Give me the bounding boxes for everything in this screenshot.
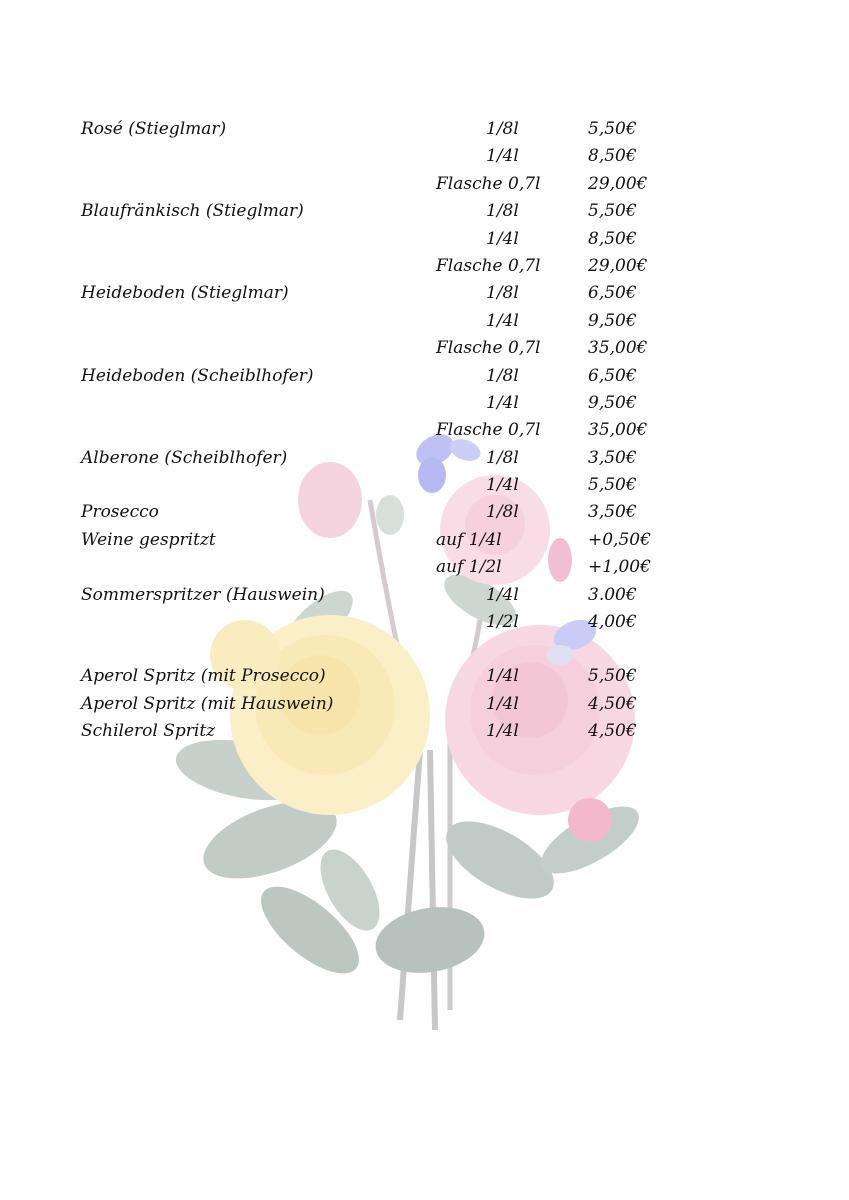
item-size: 1/2l — [486, 612, 519, 633]
item-name: Aperol Spritz (mit Hauswein) — [81, 693, 334, 714]
item-size: 1/4l — [486, 666, 519, 687]
item-size: 1/8l — [486, 201, 519, 222]
item-size: 1/4l — [486, 721, 519, 742]
item-name: Prosecco — [81, 502, 159, 523]
item-size: 1/8l — [486, 502, 519, 523]
menu-row — [0, 472, 849, 499]
item-price: 5,50€ — [588, 201, 637, 222]
item-price: 4,00€ — [588, 612, 637, 633]
item-name: Weine gespritzt — [81, 529, 216, 550]
item-name: Heideboden (Stieglmar) — [81, 283, 289, 304]
item-price: 9,50€ — [588, 310, 637, 331]
menu-row — [0, 609, 849, 636]
item-size: 1/8l — [486, 283, 519, 304]
item-size: 1/4l — [486, 392, 519, 413]
menu-row — [0, 171, 849, 198]
item-size: Flasche 0,7l — [436, 173, 541, 194]
item-price: 5,50€ — [588, 666, 637, 687]
item-price: 4,50€ — [588, 721, 637, 742]
menu-row — [0, 198, 849, 225]
item-price: 6,50€ — [588, 283, 637, 304]
menu-row — [0, 499, 849, 526]
item-price: +1,00€ — [588, 557, 651, 578]
item-name: Blaufränkisch (Stieglmar) — [81, 201, 304, 222]
item-name: Sommerspritzer (Hauswein) — [81, 584, 325, 605]
item-price: 29,00€ — [588, 173, 648, 194]
item-price: 4,50€ — [588, 693, 637, 714]
item-size: 1/4l — [486, 228, 519, 249]
menu-row — [0, 226, 849, 253]
menu-row — [0, 417, 849, 444]
menu-row — [0, 390, 849, 417]
item-name: Heideboden (Scheiblhofer) — [81, 365, 314, 386]
menu-row — [0, 527, 849, 554]
item-name: Alberone (Scheiblhofer) — [81, 447, 288, 468]
item-price: 3.00€ — [588, 584, 637, 605]
item-size: Flasche 0,7l — [436, 420, 541, 441]
item-size: 1/8l — [486, 447, 519, 468]
item-size: 1/4l — [486, 584, 519, 605]
item-price: 3,50€ — [588, 502, 637, 523]
menu-row — [0, 718, 849, 745]
item-size: auf 1/2l — [436, 557, 502, 578]
wine-menu — [0, 116, 849, 746]
item-name: Schilerol Spritz — [81, 721, 216, 742]
item-size: 1/8l — [486, 119, 519, 139]
menu-row — [0, 335, 849, 362]
item-price: 3,50€ — [588, 447, 637, 468]
menu-row — [0, 280, 849, 307]
item-size: 1/4l — [486, 310, 519, 331]
item-size: Flasche 0,7l — [436, 338, 541, 359]
item-size: 1/4l — [486, 146, 519, 167]
menu-row — [0, 116, 849, 143]
item-name: Aperol Spritz (mit Prosecco) — [81, 666, 326, 687]
menu-row — [0, 582, 849, 609]
menu-row — [0, 363, 849, 390]
menu-row — [0, 308, 849, 335]
item-price: 5,50€ — [588, 475, 637, 496]
item-price: 29,00€ — [588, 255, 648, 276]
item-price: 9,50€ — [588, 392, 637, 413]
item-price: 35,00€ — [588, 420, 648, 441]
menu-row — [0, 663, 849, 690]
item-size: 1/4l — [486, 475, 519, 496]
item-price: 8,50€ — [588, 228, 637, 249]
menu-row — [0, 554, 849, 581]
item-size: 1/8l — [486, 365, 519, 386]
item-price: +0,50€ — [588, 529, 651, 550]
item-price: 35,00€ — [588, 338, 648, 359]
item-size: auf 1/4l — [436, 529, 502, 550]
menu-row — [0, 143, 849, 170]
menu-row — [0, 253, 849, 280]
menu-row — [0, 445, 849, 472]
item-name: Rosé (Stieglmar) — [81, 119, 227, 139]
item-size: 1/4l — [486, 693, 519, 714]
menu-row — [0, 691, 849, 718]
item-price: 6,50€ — [588, 365, 637, 386]
item-price: 5,50€ — [588, 119, 637, 139]
item-price: 8,50€ — [588, 146, 637, 167]
item-size: Flasche 0,7l — [436, 255, 541, 276]
